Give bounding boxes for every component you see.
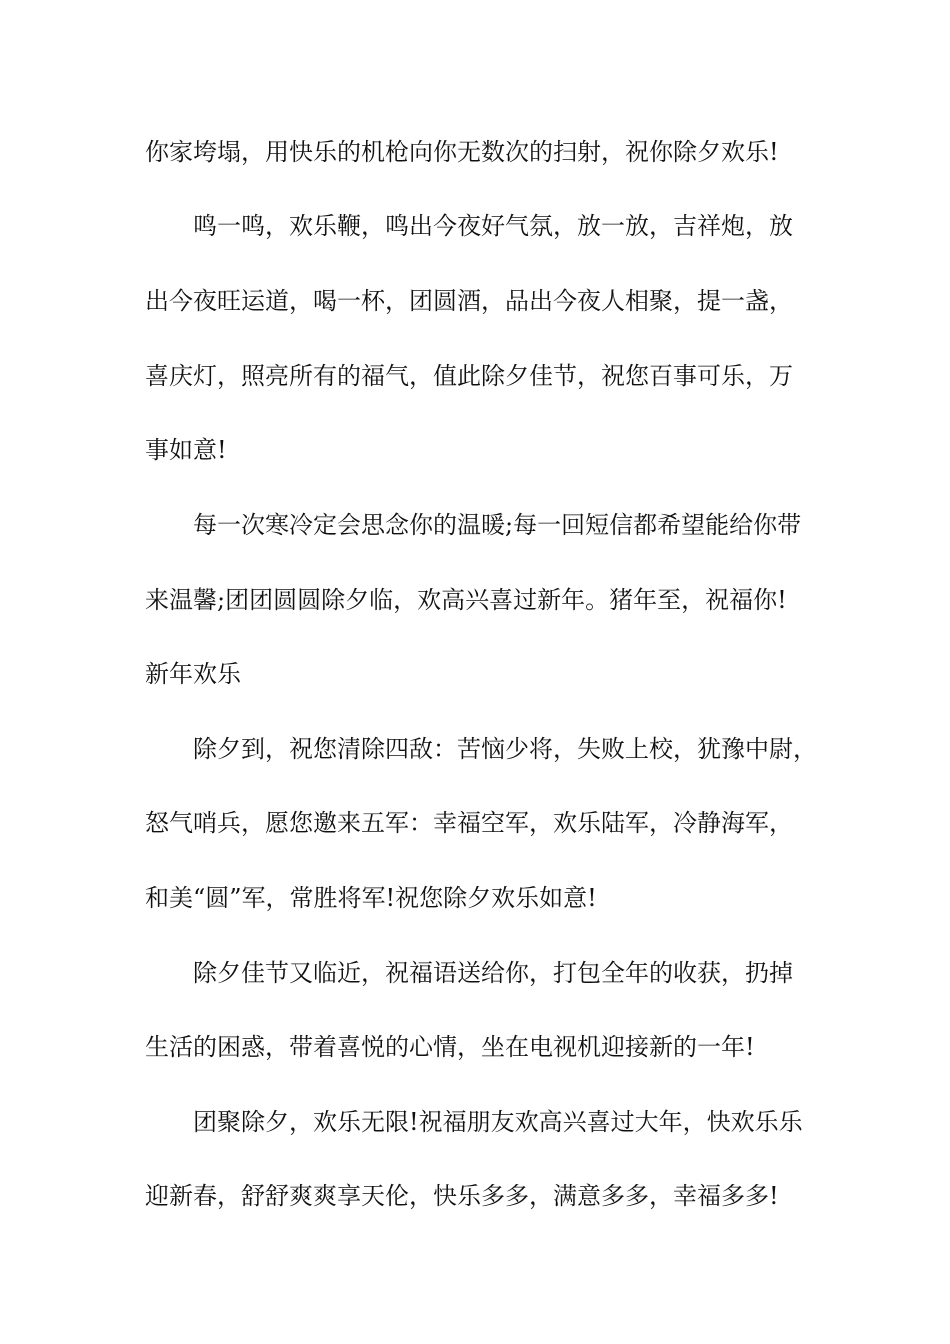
paragraph-first-line: 鸣一鸣，欢乐鞭，鸣出今夜好气氛，放一放，吉祥炮，放 bbox=[193, 212, 793, 240]
text-line: 怒气哨兵，愿您邀来五军：幸福空军，欢乐陆军，冷静海军， bbox=[145, 809, 793, 837]
text-line: 和美“圆”军，常胜将军!祝您除夕欢乐如意! bbox=[145, 884, 597, 912]
text-line: 生活的困惑，带着喜悦的心情，坐在电视机迎接新的一年! bbox=[145, 1033, 755, 1061]
text-line: 出今夜旺运道，喝一杯，团圆酒，品出今夜人相聚，提一盏， bbox=[145, 287, 793, 315]
text-line: 你家垮塌，用快乐的机枪向你无数次的扫射，祝你除夕欢乐! bbox=[145, 138, 779, 166]
paragraph-first-line: 除夕到，祝您清除四敌：苦恼少将，失败上校，犹豫中尉， bbox=[193, 735, 817, 763]
text-line: 事如意! bbox=[145, 436, 227, 464]
paragraph-first-line: 每一次寒冷定会思念你的温暖;每一回短信都希望能给你带 bbox=[193, 511, 802, 539]
text-line: 迎新春，舒舒爽爽享天伦，快乐多多，满意多多，幸福多多! bbox=[145, 1182, 779, 1210]
text-line: 来温馨;团团圆圆除夕临，欢高兴喜过新年。猪年至，祝福你! bbox=[145, 586, 787, 614]
paragraph-first-line: 除夕佳节又临近，祝福语送给你，打包全年的收获，扔掉 bbox=[193, 959, 793, 987]
text-line: 新年欢乐 bbox=[145, 660, 241, 688]
text-line: 喜庆灯，照亮所有的福气，值此除夕佳节，祝您百事可乐，万 bbox=[145, 362, 793, 390]
paragraph-first-line: 团聚除夕，欢乐无限!祝福朋友欢高兴喜过大年，快欢乐乐 bbox=[193, 1108, 803, 1136]
